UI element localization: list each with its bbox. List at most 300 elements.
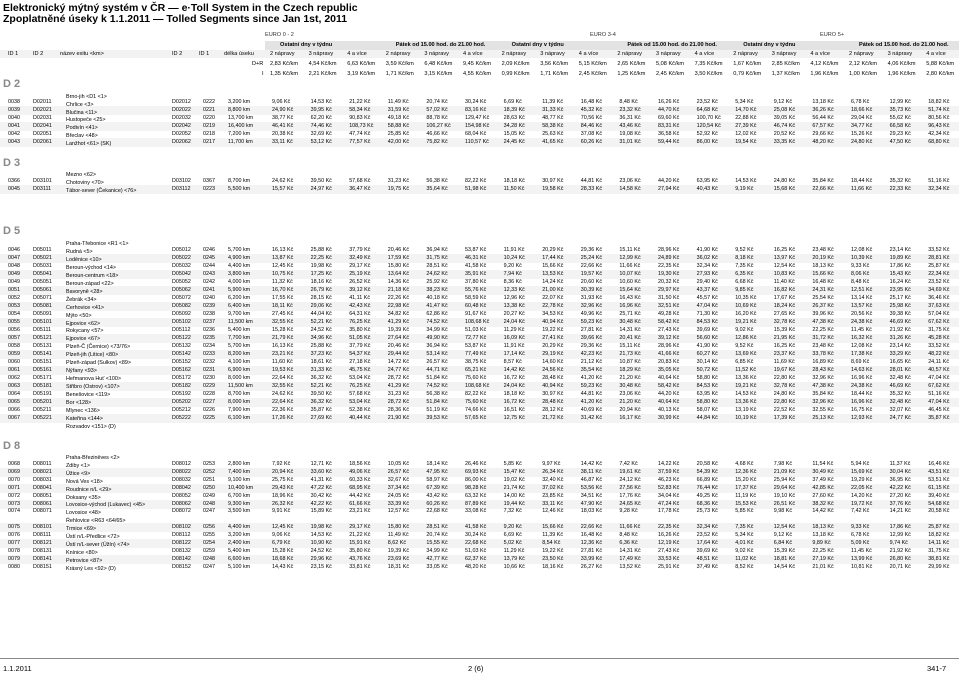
- id1-cell: 0246: [203, 247, 215, 253]
- toll-cell: 15,68 Kč: [773, 186, 796, 192]
- id1-cell: 0248: [203, 556, 215, 562]
- toll-cell: 36,32 Kč: [310, 375, 332, 381]
- toll-cell: 6,69 Kč: [503, 532, 522, 538]
- id1-cell: 0230: [203, 375, 215, 381]
- toll-cell: 19,22 Kč: [542, 548, 564, 554]
- toll-cell: 27,45 Kč: [272, 311, 294, 317]
- toll-cell: 25,73 Kč: [696, 508, 718, 514]
- toll-cell: 35,32 Kč: [889, 178, 911, 184]
- toll-cell: 12,54 Kč: [773, 263, 796, 269]
- toll-cell: 35,91 Kč: [465, 271, 487, 277]
- toll-cell: 23,85 Kč: [542, 493, 564, 499]
- toll-cell: 18,39 Kč: [503, 107, 525, 113]
- id1-cell: 0250: [203, 485, 215, 491]
- id1-cell: 0065: [8, 399, 20, 405]
- toll-cell: 20,58 Kč: [928, 508, 950, 514]
- toll-cell: 29,99 Kč: [928, 564, 950, 570]
- toll-cell: 11,45 Kč: [851, 548, 872, 554]
- toll-cell: 20,52 Kč: [773, 131, 796, 137]
- toll-cell: 80,56 Kč: [928, 115, 950, 121]
- id2-cell: D05082: [172, 303, 191, 309]
- toll-cell: 12,36 Kč: [735, 469, 757, 475]
- toll-cell: 30,24 Kč: [465, 532, 487, 538]
- toll-cell: 19,21 Kč: [735, 383, 757, 389]
- toll-cell: 24,12 Kč: [619, 477, 641, 483]
- length-cell: 3,800 km: [228, 271, 251, 277]
- toll-cell: 37,34 Kč: [387, 485, 410, 491]
- document-subtitle: Zpoplatněné úseky k 1.1.2011 — Tolled Segments since Jan 1st, 2011: [3, 13, 348, 25]
- rate-type-label: D+R: [252, 61, 264, 67]
- toll-cell: 22,36 Kč: [272, 407, 294, 413]
- axle-header: 4 a více: [694, 51, 715, 57]
- toll-cell: 32,78 Kč: [773, 383, 796, 389]
- toll-cell: 37,02 Kč: [542, 485, 564, 491]
- toll-cell: 18,81 Kč: [773, 556, 796, 562]
- toll-cell: 35,87 Kč: [928, 415, 950, 421]
- toll-cell: 15,89 Kč: [310, 508, 332, 514]
- euro-group-label: EURO 0 - 2: [265, 32, 294, 38]
- toll-cell: 30,04 Kč: [889, 469, 911, 475]
- length-cell: 11,700 km: [228, 139, 253, 145]
- toll-cell: 17,44 Kč: [542, 255, 564, 261]
- toll-cell: 30,97 Kč: [542, 391, 564, 397]
- toll-cell: 16,72 Kč: [503, 375, 525, 381]
- toll-cell: 44,20 Kč: [658, 178, 680, 184]
- toll-cell: 51,84 Kč: [426, 399, 448, 405]
- id2-cell: D05211: [33, 407, 52, 413]
- id2-cell: D05132: [172, 343, 191, 349]
- time-group-label: Ostatní dny v týdnu: [743, 42, 796, 48]
- id2-cell: D05192: [172, 391, 191, 397]
- toll-cell: 62,37 Kč: [465, 556, 487, 562]
- toll-cell: 86,00 Kč: [696, 139, 718, 145]
- toll-cell: 22,25 Kč: [812, 327, 834, 333]
- toll-cell: 87,89 Kč: [465, 501, 487, 507]
- toll-cell: 9,19 Kč: [735, 186, 754, 192]
- toll-cell: 4,68 Kč: [735, 461, 754, 467]
- toll-cell: 46,41 Kč: [272, 123, 294, 129]
- toll-cell: 38,81 Kč: [928, 556, 950, 562]
- toll-cell: 19,39 Kč: [387, 327, 410, 333]
- toll-cell: 22,78 Kč: [542, 303, 564, 309]
- toll-cell: 33,78 Kč: [812, 351, 834, 357]
- toll-cell: 51,19 Kč: [426, 407, 448, 413]
- toll-cell: 154,98 Kč: [465, 123, 490, 129]
- toll-cell: 14,31 Kč: [619, 548, 641, 554]
- toll-cell: 8,48 Kč: [851, 279, 870, 285]
- exit-name: Lovosice <48>: [66, 510, 102, 516]
- id2-cell: D02031: [33, 115, 52, 121]
- toll-cell: 5,02 Kč: [503, 540, 522, 546]
- toll-cell: 47,24 Kč: [658, 501, 680, 507]
- id1-cell: 0073: [8, 501, 20, 507]
- toll-cell: 28,48 Kč: [542, 375, 564, 381]
- toll-cell: 39,69 Kč: [696, 327, 718, 333]
- toll-cell: 25,17 Kč: [889, 295, 911, 301]
- toll-cell: 20,58 Kč: [696, 461, 718, 467]
- id1-cell: 0221: [203, 107, 215, 113]
- toll-cell: 41,66 Kč: [658, 351, 680, 357]
- toll-cell: 12,93 Kč: [851, 415, 873, 421]
- toll-cell: 15,11 Kč: [619, 343, 641, 349]
- toll-cell: 6,79 Kč: [272, 540, 291, 546]
- axle-header: 4 a více: [578, 51, 599, 57]
- toll-cell: 37,49 Kč: [696, 564, 718, 570]
- id2-cell: D05052: [172, 279, 191, 285]
- id2-cell: D05011: [33, 247, 52, 253]
- toll-cell: 40,43 Kč: [696, 186, 718, 192]
- toll-cell: 26,37 Kč: [812, 303, 834, 309]
- id2-cell: D05141: [33, 351, 52, 357]
- toll-cell: 14,53 Kč: [310, 99, 332, 105]
- toll-cell: 4,01 Kč: [735, 540, 754, 546]
- toll-cell: 68,80 Kč: [928, 139, 950, 145]
- id1-cell: 0233: [203, 351, 215, 357]
- toll-cell: 21,12 Kč: [580, 359, 603, 365]
- toll-cell: 18,82 Kč: [928, 99, 950, 105]
- toll-cell: 44,84 Kč: [696, 415, 718, 421]
- id2-cell: D02021: [33, 107, 52, 113]
- toll-cell: 14,58 Kč: [619, 186, 641, 192]
- id1-cell: 0038: [8, 99, 20, 105]
- rate-value: 3,50 Kč/km: [694, 71, 723, 77]
- id2-cell: D08121: [33, 540, 52, 546]
- toll-cell: 12,46 Kč: [542, 508, 564, 514]
- toll-cell: 56,60 Kč: [696, 335, 718, 341]
- toll-cell: 91,67 Kč: [465, 311, 487, 317]
- toll-cell: 59,44 Kč: [658, 139, 680, 145]
- id1-cell: 0238: [203, 311, 215, 317]
- toll-cell: 26,79 Kč: [310, 287, 332, 293]
- rate-value: 5,15 Kč/km: [578, 61, 607, 67]
- axle-header: 4 a více: [810, 51, 830, 57]
- toll-cell: 35,32 Kč: [889, 391, 911, 397]
- toll-cell: 11,91 Kč: [503, 247, 525, 253]
- id1-cell: 0074: [8, 508, 20, 514]
- toll-cell: 57,04 Kč: [928, 311, 950, 317]
- toll-cell: 27,81 Kč: [580, 548, 603, 554]
- toll-cell: 38,75 Kč: [465, 359, 487, 365]
- rate-value: 2,09 Kč/km: [501, 61, 530, 67]
- rate-value: 6,48 Kč/km: [424, 61, 453, 67]
- toll-cell: 18,82 Kč: [928, 532, 950, 538]
- toll-cell: 75,82 Kč: [426, 139, 448, 145]
- toll-cell: 23,52 Kč: [928, 279, 950, 285]
- axle-header: 4 a více: [463, 51, 483, 57]
- toll-cell: 32,40 Kč: [542, 477, 564, 483]
- id2-cell: D05071: [33, 295, 52, 301]
- toll-cell: 14,21 Kč: [889, 508, 911, 514]
- toll-cell: 22,25 Kč: [310, 255, 332, 261]
- toll-cell: 37,59 Kč: [658, 469, 680, 475]
- toll-cell: 60,26 Kč: [426, 501, 448, 507]
- id2-cell: D08102: [172, 524, 191, 530]
- toll-cell: 41,20 Kč: [580, 399, 603, 405]
- column-header: název exitu <km>: [60, 51, 104, 57]
- toll-cell: 67,62 Kč: [928, 383, 950, 389]
- toll-cell: 9,12 Kč: [773, 532, 793, 538]
- toll-cell: 53,04 Kč: [349, 375, 371, 381]
- toll-cell: 20,94 Kč: [619, 407, 641, 413]
- toll-cell: 28,43 Kč: [812, 367, 834, 373]
- toll-cell: 28,96 Kč: [658, 247, 680, 253]
- toll-cell: 32,34 Kč: [696, 263, 718, 269]
- toll-cell: 11,29 Kč: [503, 548, 525, 554]
- toll-cell: 32,69 Kč: [310, 131, 332, 137]
- id1-cell: 0219: [203, 123, 215, 129]
- toll-cell: 9,74 Kč: [889, 540, 908, 546]
- id1-cell: 0076: [8, 532, 20, 538]
- length-cell: 7,700 km: [228, 335, 251, 341]
- toll-cell: 24,80 Kč: [773, 178, 796, 184]
- id1-cell: 0225: [203, 415, 215, 421]
- toll-cell: 10,66 Kč: [503, 564, 525, 570]
- toll-cell: 100,70 Kč: [696, 115, 721, 121]
- toll-cell: 35,05 Kč: [658, 367, 680, 373]
- rate-value: 6,63 Kč/km: [347, 61, 376, 67]
- toll-cell: 32,96 Kč: [812, 375, 834, 381]
- toll-cell: 27,19 Kč: [812, 556, 834, 562]
- toll-cell: 56,44 Kč: [812, 115, 834, 121]
- id2-cell: D05032: [172, 263, 191, 269]
- toll-cell: 58,42 Kč: [658, 319, 680, 325]
- toll-cell: 5,94 Kč: [851, 461, 870, 467]
- length-cell: 8,700 km: [228, 391, 251, 397]
- toll-cell: 13,69 Kč: [735, 351, 757, 357]
- toll-cell: 53,12 Kč: [310, 139, 332, 145]
- toll-cell: 67,62 Kč: [928, 319, 950, 325]
- toll-cell: 33,29 Kč: [889, 351, 911, 357]
- toll-cell: 39,38 Kč: [889, 311, 911, 317]
- toll-cell: 18,44 Kč: [851, 178, 873, 184]
- id2-cell: D05012: [172, 247, 191, 253]
- toll-cell: 47,95 Kč: [426, 469, 448, 475]
- id2-cell: D05072: [172, 295, 191, 301]
- toll-cell: 47,74 Kč: [349, 131, 371, 137]
- toll-cell: 11,39 Kč: [542, 99, 564, 105]
- toll-cell: 17,14 Kč: [503, 351, 525, 357]
- toll-cell: 64,68 Kč: [696, 107, 718, 113]
- section-label: D 5: [3, 225, 21, 237]
- toll-cell: 74,52 Kč: [426, 383, 448, 389]
- toll-cell: 53,87 Kč: [465, 247, 487, 253]
- toll-cell: 23,69 Kč: [387, 556, 410, 562]
- toll-cell: 30,99 Kč: [658, 415, 680, 421]
- toll-cell: 83,31 Kč: [658, 123, 680, 129]
- length-cell: 5,900 km: [228, 287, 251, 293]
- toll-cell: 20,94 Kč: [272, 469, 294, 475]
- id2-cell: D08042: [172, 485, 191, 491]
- toll-cell: 29,04 Kč: [851, 115, 873, 121]
- toll-cell: 47,04 Kč: [928, 399, 950, 405]
- toll-cell: 34,77 Kč: [851, 123, 873, 129]
- toll-cell: 33,52 Kč: [928, 247, 950, 253]
- toll-cell: 30,49 Kč: [812, 469, 834, 475]
- toll-cell: 19,72 Kč: [851, 501, 873, 507]
- toll-cell: 12,51 Kč: [851, 287, 873, 293]
- toll-cell: 30,24 Kč: [465, 99, 487, 105]
- toll-cell: 32,48 Kč: [889, 399, 911, 405]
- id2-cell: D05042: [172, 271, 191, 277]
- toll-cell: 46,74 Kč: [773, 123, 796, 129]
- toll-cell: 46,87 Kč: [580, 477, 603, 483]
- toll-cell: 18,31 Kč: [387, 564, 410, 570]
- toll-cell: 22,05 Kč: [851, 485, 873, 491]
- toll-cell: 49,06 Kč: [349, 469, 371, 475]
- toll-cell: 29,19 Kč: [542, 351, 564, 357]
- toll-cell: 29,43 Kč: [272, 485, 294, 491]
- toll-cell: 15,57 Kč: [272, 186, 294, 192]
- toll-cell: 38,11 Kč: [580, 469, 602, 475]
- toll-cell: 52,21 Kč: [310, 319, 332, 325]
- toll-cell: 47,50 Kč: [889, 139, 911, 145]
- toll-cell: 11,60 Kč: [272, 359, 293, 365]
- toll-cell: 12,45 Kč: [272, 524, 294, 530]
- length-cell: 2,800 km: [228, 461, 251, 467]
- toll-cell: 12,19 Kč: [658, 540, 680, 546]
- toll-cell: 31,75 Kč: [426, 255, 448, 261]
- toll-cell: 29,44 Kč: [387, 351, 410, 357]
- toll-cell: 40,44 Kč: [349, 415, 371, 421]
- length-cell: 3,200 km: [228, 532, 251, 538]
- toll-cell: 58,80 Kč: [696, 375, 718, 381]
- toll-cell: 26,46 Kč: [465, 461, 487, 467]
- id2-cell: D05031: [33, 263, 52, 269]
- id1-cell: 0072: [8, 493, 20, 499]
- toll-cell: 64,31 Kč: [349, 311, 371, 317]
- toll-cell: 69,93 Kč: [465, 469, 487, 475]
- toll-cell: 20,46 Kč: [387, 343, 410, 349]
- id1-cell: 0062: [8, 375, 20, 381]
- toll-cell: 17,39 Kč: [773, 415, 796, 421]
- toll-cell: 32,07 Kč: [889, 407, 911, 413]
- toll-cell: 18,44 Kč: [851, 391, 873, 397]
- section-label: D 3: [3, 157, 21, 169]
- toll-cell: 26,57 Kč: [426, 359, 448, 365]
- toll-cell: 11,69 Kč: [773, 359, 795, 365]
- toll-cell: 12,75 Kč: [503, 415, 525, 421]
- toll-cell: 23,06 Kč: [619, 178, 641, 184]
- toll-cell: 18,16 Kč: [310, 279, 332, 285]
- toll-cell: 21,22 Kč: [349, 99, 371, 105]
- rate-type-label: I: [262, 71, 264, 77]
- id2-cell: D08131: [33, 548, 52, 554]
- toll-cell: 24,45 Kč: [503, 139, 525, 145]
- length-cell: 5,700 km: [228, 247, 251, 253]
- toll-cell: 54,37 Kč: [349, 351, 371, 357]
- toll-cell: 24,80 Kč: [773, 391, 796, 397]
- toll-cell: 11,49 Kč: [387, 99, 409, 105]
- toll-cell: 20,19 Kč: [812, 255, 834, 261]
- toll-cell: 13,18 Kč: [812, 532, 834, 538]
- toll-cell: 11,54 Kč: [812, 461, 834, 467]
- toll-cell: 14,22 Kč: [658, 461, 680, 467]
- rate-value: 2,83 Kč/km: [270, 61, 298, 67]
- toll-cell: 41,90 Kč: [696, 247, 718, 253]
- length-cell: 2,400 km: [228, 540, 251, 546]
- id1-cell: 0070: [8, 477, 20, 483]
- toll-cell: 37,76 Kč: [889, 501, 911, 507]
- toll-cell: 31,26 Kč: [889, 335, 911, 341]
- id1-cell: 0254: [203, 540, 215, 546]
- exit-name: Lovosice-východ (Lukavec) <45>: [66, 502, 146, 508]
- toll-cell: 58,59 Kč: [465, 295, 487, 301]
- toll-cell: 36,46 Kč: [928, 295, 950, 301]
- toll-cell: 44,04 Kč: [310, 311, 332, 317]
- toll-cell: 31,72 Kč: [812, 335, 834, 341]
- id2-cell: D02042: [172, 123, 191, 129]
- rate-value: 1,37 Kč/km: [771, 71, 800, 77]
- toll-cell: 12,45 Kč: [272, 263, 294, 269]
- id1-cell: 0047: [8, 255, 20, 261]
- id1-cell: 0077: [8, 540, 20, 546]
- toll-cell: 19,57 Kč: [580, 271, 603, 277]
- toll-cell: 15,64 Kč: [619, 287, 641, 293]
- toll-cell: 27,69 Kč: [310, 415, 332, 421]
- toll-cell: 24,04 Kč: [503, 383, 525, 389]
- footer-divider: [0, 658, 959, 659]
- toll-cell: 37,49 Kč: [812, 477, 834, 483]
- length-cell: 6,700 km: [228, 493, 251, 499]
- toll-cell: 12,96 Kč: [503, 295, 525, 301]
- toll-cell: 84,46 Kč: [580, 123, 603, 129]
- toll-cell: 84,53 Kč: [696, 319, 718, 325]
- toll-cell: 46,45 Kč: [928, 407, 950, 413]
- toll-cell: 34,28 Kč: [503, 123, 525, 129]
- toll-cell: 10,75 Kč: [272, 271, 294, 277]
- toll-cell: 8,52 Kč: [735, 564, 754, 570]
- toll-cell: 51,05 Kč: [349, 335, 371, 341]
- toll-cell: 28,81 Kč: [928, 255, 950, 261]
- exit-name: Zdiby <1>: [66, 463, 90, 469]
- toll-cell: 46,69 Kč: [889, 383, 911, 389]
- toll-cell: 9,97 Kč: [542, 461, 561, 467]
- toll-cell: 29,97 Kč: [658, 287, 680, 293]
- toll-cell: 54,39 Kč: [696, 469, 718, 475]
- id1-cell: 0232: [203, 359, 215, 365]
- toll-cell: 12,08 Kč: [851, 343, 873, 349]
- id2-cell: D08132: [172, 548, 191, 554]
- toll-cell: 7,42 Kč: [619, 461, 638, 467]
- column-header: ID 1: [8, 51, 19, 57]
- length-cell: 8,000 km: [228, 399, 251, 405]
- toll-cell: 29,96 Kč: [310, 556, 332, 562]
- toll-cell: 40,69 Kč: [580, 407, 603, 413]
- toll-cell: 22,35 Kč: [658, 524, 680, 530]
- toll-cell: 18,61 Kč: [310, 359, 332, 365]
- toll-cell: 13,87 Kč: [272, 255, 294, 261]
- toll-cell: 18,68 Kč: [272, 556, 294, 562]
- id1-cell: 0052: [8, 295, 20, 301]
- toll-cell: 70,56 Kč: [580, 115, 603, 121]
- toll-cell: 20,74 Kč: [426, 99, 448, 105]
- toll-cell: 39,53 Kč: [426, 415, 448, 421]
- toll-cell: 32,34 Kč: [696, 524, 718, 530]
- axle-header: 3 nápravy: [887, 51, 913, 57]
- toll-cell: 33,39 Kč: [387, 501, 410, 507]
- toll-cell: 33,08 Kč: [465, 508, 487, 514]
- toll-cell: 15,26 Kč: [851, 131, 873, 137]
- toll-cell: 11,66 Kč: [619, 524, 641, 530]
- toll-cell: 11,66 Kč: [851, 186, 872, 192]
- toll-cell: 32,55 Kč: [272, 383, 294, 389]
- toll-cell: 16,96 Kč: [851, 399, 873, 405]
- toll-cell: 61,66 Kč: [349, 501, 371, 507]
- toll-cell: 7,35 Kč: [735, 524, 754, 530]
- toll-cell: 48,77 Kč: [542, 115, 564, 121]
- toll-cell: 16,51 Kč: [503, 407, 525, 413]
- toll-cell: 32,96 Kč: [580, 303, 603, 309]
